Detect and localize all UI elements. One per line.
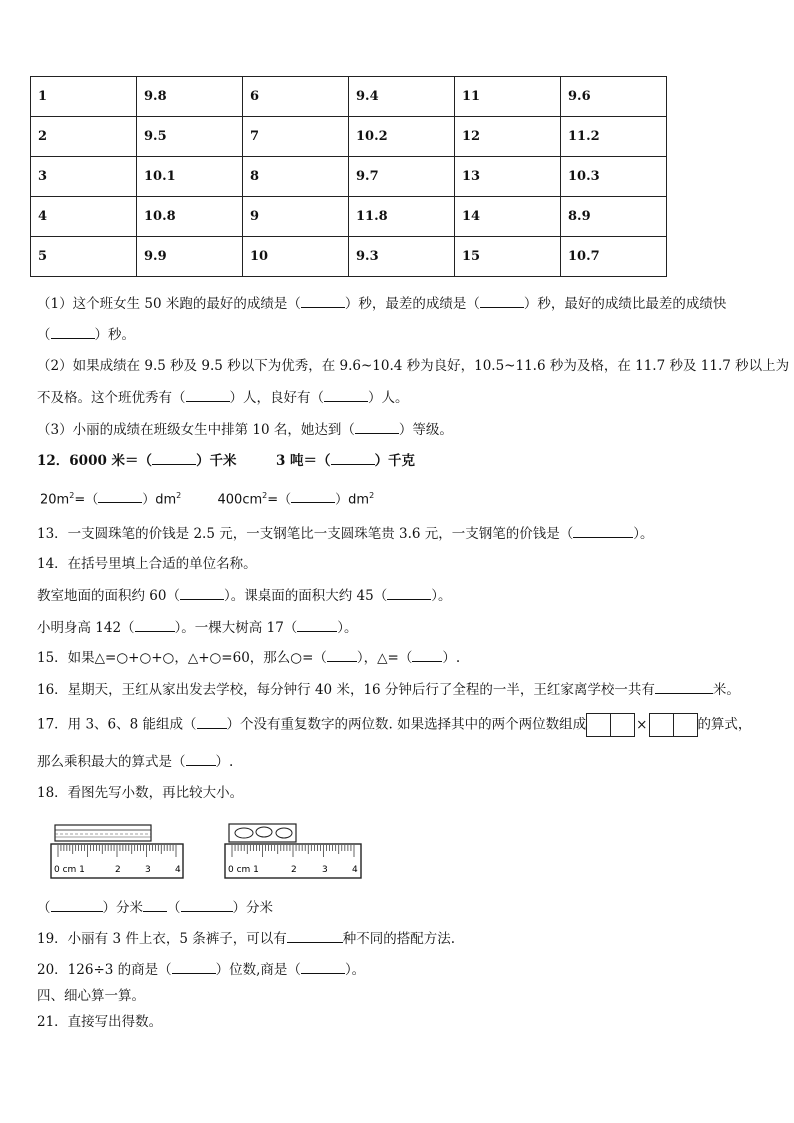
q16 [37,680,740,699]
table-cell: 10.2 [349,117,455,157]
digit-box[interactable] [673,713,698,737]
score-table [30,76,667,277]
section-title: 四、细心算一算。 [37,988,145,1004]
q14-title [37,555,257,573]
answer-blank[interactable] [301,294,345,308]
q11-text: （1）这个班女生 50 米跑的最好的成绩是（ [37,296,301,312]
q15-text: ）. [442,650,461,666]
ruler-label: 0 cm 1 [228,865,259,875]
q13-text: 13．一支圆珠笔的价钱是 2.5 元，一支钢笔比一支圆珠笔贵 3.6 元，一支钢笔的价钱是（ [37,526,574,542]
q12-text: ）dm [335,492,370,508]
table-cell: 11.2 [561,117,667,157]
answer-blank[interactable] [324,388,368,402]
table-cell: 9.4 [349,77,455,117]
q19-text: 19．小丽有 3 件上衣，5 条裤子，可以有 [37,931,287,947]
ruler-label: 4 [175,865,181,875]
q12-text: =（ [74,492,99,508]
q11-text: （3）小丽的成绩在班级女生中排第 10 名，她达到（ [37,422,355,438]
digit-box[interactable] [610,713,635,737]
q19 [37,929,455,948]
q11-text: （ [37,327,51,343]
answer-blank[interactable] [51,325,95,339]
q11-text: ）秒，最好的成绩比最差的成绩快 [523,296,727,312]
answer-blank[interactable] [387,586,431,600]
digit-box[interactable] [649,713,674,737]
q21 [37,1013,162,1031]
table-cell: 15 [455,237,561,277]
q21-text: 21．直接写出得数。 [37,1014,163,1030]
q12-text: 2 [176,491,182,500]
ruler-label: 3 [322,865,328,875]
table-cell: 13 [455,157,561,197]
q11-part2-line1 [37,357,789,375]
table-cell: 9.8 [137,77,243,117]
answer-blank[interactable] [480,294,524,308]
compare-blank[interactable] [143,898,167,912]
answer-blank[interactable] [412,648,442,662]
answer-blank[interactable] [180,586,224,600]
q14-line1 [37,586,451,605]
times-sign: × [636,716,648,733]
table-row [31,157,667,197]
q11-part3 [37,420,453,439]
q14-text: 14．在括号里填上合适的单位名称。 [37,556,257,572]
table-cell: 9.9 [137,237,243,277]
table-cell: 9 [243,197,349,237]
q18-text: ）分米 [102,900,143,916]
q16-text: 16．星期天，王红从家出发去学校，每分钟行 40 米，16 分钟后行了全程的一半，王红家离学校一共有 [37,682,655,698]
answer-blank[interactable] [287,929,343,943]
answer-blank[interactable] [172,960,216,974]
q12-line1 [37,451,415,470]
table-cell: 11 [455,77,561,117]
ruler-label: 0 cm 1 [54,865,85,875]
q13-text: ）。 [633,526,654,542]
table-cell: 5 [31,237,137,277]
q15 [37,648,460,667]
answer-blank[interactable] [181,898,233,912]
q15-text: 15．如果△=○+○+○，△+○=60，那么○=（ [37,650,327,666]
q20-text: ）位数,商是（ [215,962,301,978]
answer-blank[interactable] [355,420,399,434]
q12-text: 400cm [217,492,263,508]
q20 [37,960,365,979]
q12-text: 2 [69,491,75,500]
table-cell: 6 [243,77,349,117]
answer-blank[interactable] [51,898,103,912]
q20-text: ）。 [344,962,366,978]
table-cell: 8 [243,157,349,197]
table-cell: 12 [455,117,561,157]
table-cell: 9.3 [349,237,455,277]
digit-box[interactable] [586,713,611,737]
table-cell: 3 [31,157,137,197]
q11-text: ）人，良好有（ [229,390,324,406]
q15-text: ），△=（ [356,650,413,666]
ruler-label: 4 [352,865,358,875]
table-cell: 2 [31,117,137,157]
q12-text: 3 吨＝（ [275,453,331,469]
q14-text: ）。 [337,620,358,636]
q14-text: ）。 [431,588,452,604]
q14-text: 教室地面的面积约 60（ [37,588,180,604]
answer-blank[interactable] [291,489,335,503]
q12-text: ）千克 [374,453,416,469]
answer-blank[interactable] [301,960,345,974]
q12-text: 12．6000 米＝（ [37,453,153,469]
table-cell: 9.6 [561,77,667,117]
answer-blank[interactable] [186,752,216,766]
q14-text: ）。课桌面的面积大约 45（ [223,588,388,604]
q14-text: ）。一棵大树高 17（ [174,620,298,636]
q11-part1-line2 [37,325,135,344]
answer-blank[interactable] [186,388,230,402]
table-row [31,237,667,277]
ruler-figure-2 [224,820,364,886]
q17-text: ）个没有重复数字的两位数. 如果选择其中的两个两位数组成 [226,716,587,733]
table-row [31,117,667,157]
table-cell: 10.3 [561,157,667,197]
q17-text: 17．用 3、6、8 能组成（ [37,716,197,733]
q18-answer [37,898,273,917]
section-4-heading [37,987,145,1005]
answer-blank[interactable] [135,618,175,632]
table-cell: 10 [243,237,349,277]
q11-part1-line1 [37,294,726,313]
table-cell: 1 [31,77,137,117]
table-cell: 10.7 [561,237,667,277]
q11-text: ）人。 [368,390,409,406]
q12-text: 20m [40,492,70,508]
q18-text: ）分米 [232,900,273,916]
q17-text: 的算式， [697,716,752,733]
q12-text: ）dm [142,492,177,508]
q17-text: 那么乘积最大的算式是（ [37,754,186,770]
q18-text: （ [37,900,51,916]
answer-blank[interactable] [573,524,633,538]
q12-text: =（ [267,492,292,508]
q11-text: 不及格。这个班优秀有（ [37,390,186,406]
table-cell: 9.5 [137,117,243,157]
q20-text: 20．126÷3 的商是（ [37,962,172,978]
q12-line2 [40,487,374,509]
answer-blank[interactable] [327,648,357,662]
ruler-figure-1 [50,820,186,886]
ruler-label: 2 [291,865,297,875]
q14-text: 小明身高 142（ [37,620,135,636]
q14-line2 [37,618,358,637]
table-row [31,77,667,117]
q18-title [37,784,243,802]
ruler-label: 3 [145,865,151,875]
q11-text: ）秒，最差的成绩是（ [344,296,480,312]
q17-line1 [37,713,751,737]
q12-text: ）千米 [196,453,237,469]
q17-text: ）. [215,754,234,770]
answer-blank[interactable] [98,489,142,503]
q18-text: （ [167,900,181,916]
table-cell: 14 [455,197,561,237]
table-cell: 4 [31,197,137,237]
table-cell: 8.9 [561,197,667,237]
table-cell: 9.7 [349,157,455,197]
q12-text: 2 [262,491,268,500]
table-cell: 10.8 [137,197,243,237]
q18-text: 18．看图先写小数，再比较大小。 [37,785,244,801]
q13 [37,524,654,543]
table-cell: 10.1 [137,157,243,197]
ruler-label: 2 [115,865,121,875]
q11-part2-line2 [37,388,409,407]
answer-blank[interactable] [655,680,713,694]
answer-blank[interactable] [331,451,375,465]
q11-text: ）秒。 [94,327,135,343]
answer-blank[interactable] [197,715,227,729]
answer-blank[interactable] [297,618,337,632]
q11-text: ）等级。 [398,422,453,438]
q17-line2 [37,752,233,771]
table-cell: 11.8 [349,197,455,237]
table-cell: 7 [243,117,349,157]
answer-blank[interactable] [152,451,196,465]
q11-text: （2）如果成绩在 9.5 秒及 9.5 秒以下为优秀，在 9.6~10.4 秒为良好，10.5~11.6 秒为及格，在 11.7 秒及 11.7 秒以上为 [37,358,790,374]
table-row [31,197,667,237]
q12-text: 2 [369,491,375,500]
q16-text: 米。 [712,682,740,698]
q19-text: 种不同的搭配方法. [342,931,456,947]
